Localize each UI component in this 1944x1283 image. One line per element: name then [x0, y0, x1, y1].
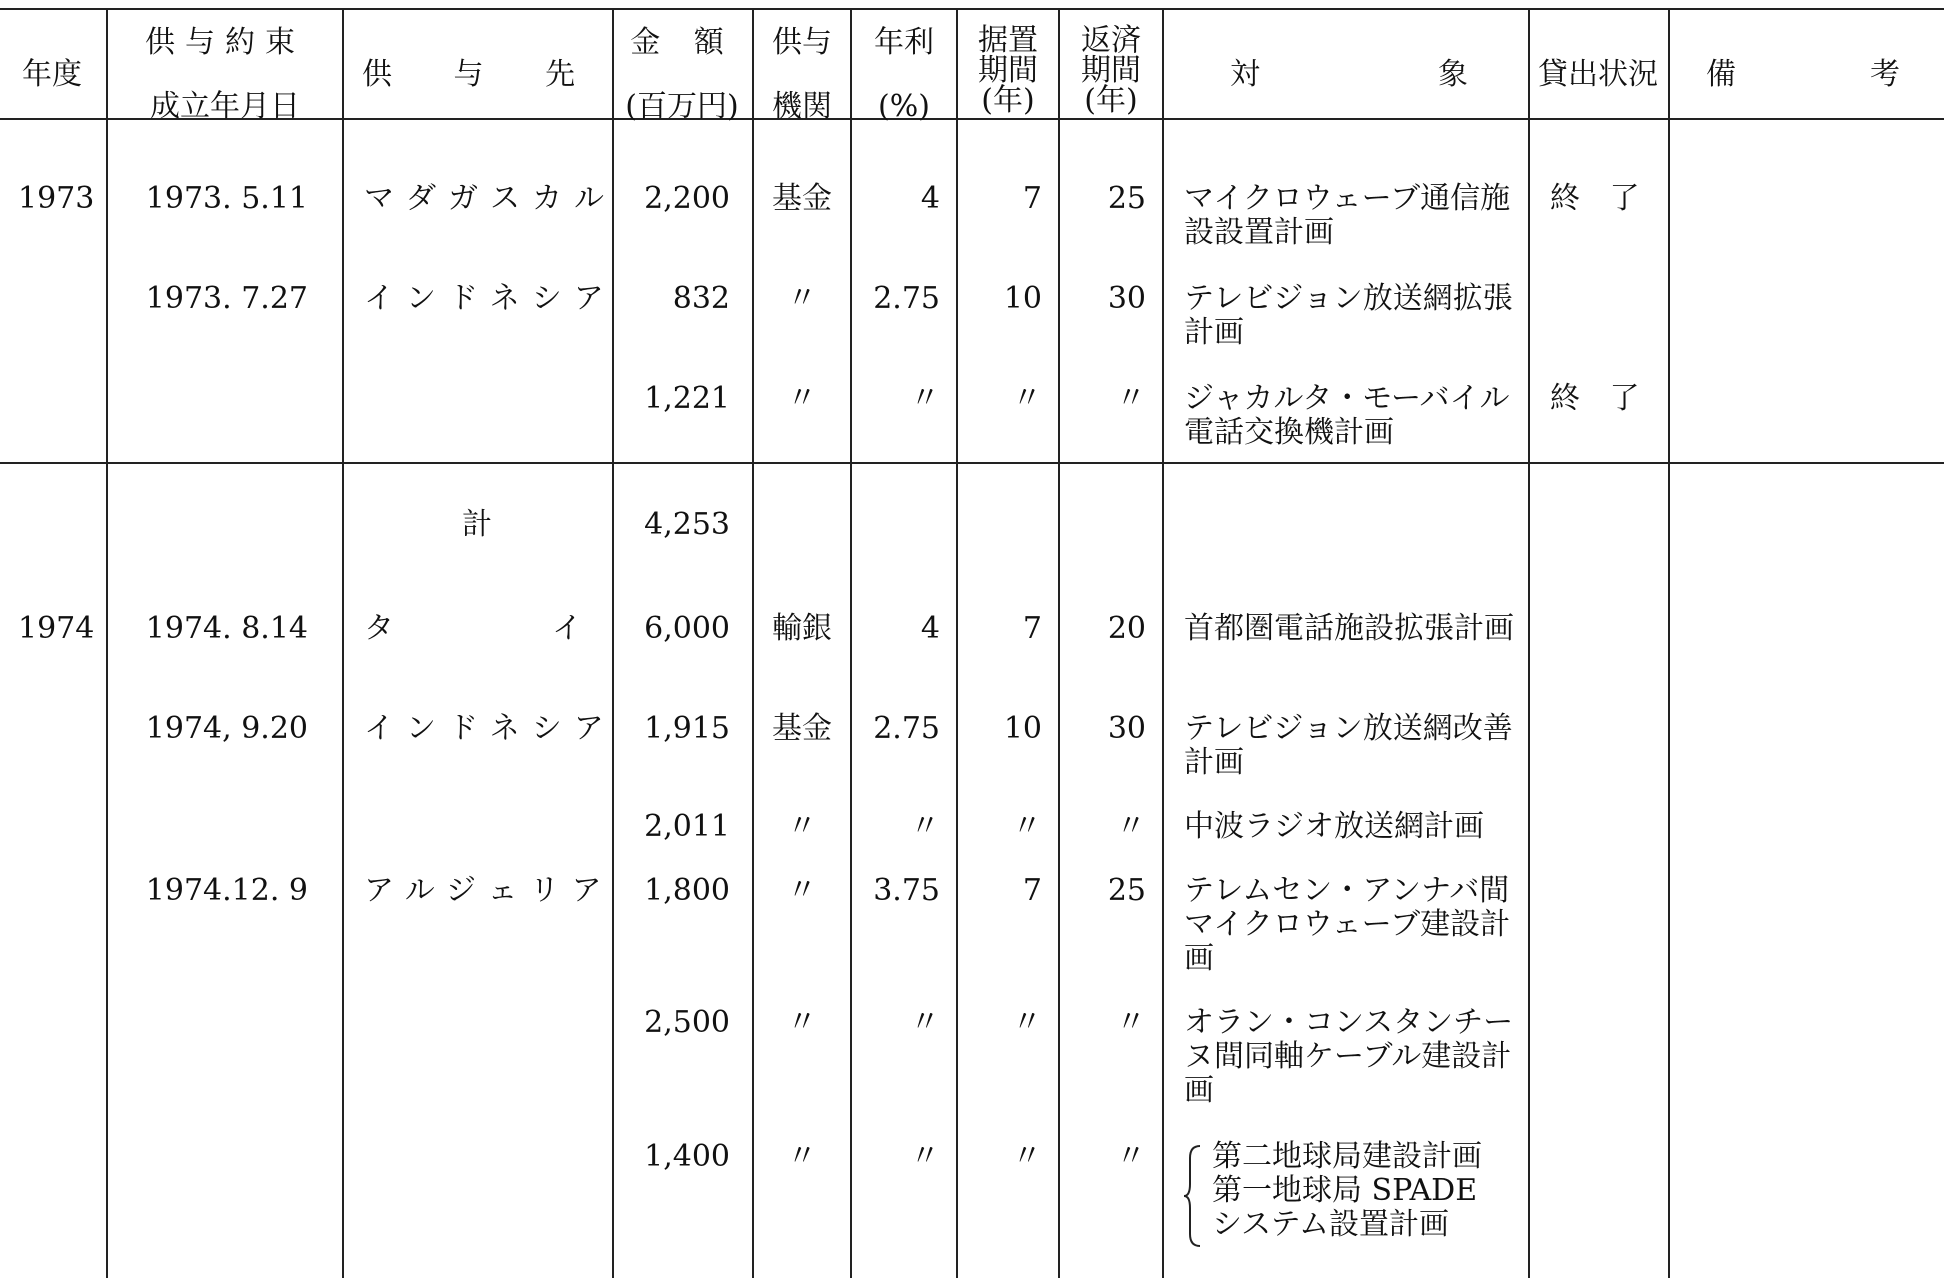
- year-divider-rule: [0, 462, 1944, 464]
- cell-amount: 1,221: [644, 381, 730, 416]
- cell-agency: 〃: [787, 381, 817, 416]
- cell-year: 1973: [18, 181, 95, 216]
- cell-target-line3: システム設置計画: [1212, 1207, 1449, 1242]
- header-remarks-a: 備: [1706, 57, 1736, 92]
- cell-rate: 4: [920, 611, 940, 646]
- col-divider: [850, 8, 852, 1278]
- cell-repay: 30: [1107, 281, 1146, 316]
- cell-repay: 〃: [1116, 1005, 1146, 1040]
- cell-repay: 25: [1107, 873, 1146, 908]
- cell-total-label: 計: [462, 507, 492, 542]
- cell-agency: 基金: [772, 181, 832, 216]
- cell-date: 1973. 5.11: [145, 181, 308, 216]
- cell-grace: 7: [1022, 611, 1042, 646]
- cell-target: 首都圏電話施設拡張計画: [1184, 611, 1514, 646]
- col-divider: [752, 8, 754, 1278]
- cell-recipient: マダガスカル: [364, 181, 616, 216]
- cell-amount: 2,011: [644, 809, 730, 844]
- cell-rate: 〃: [910, 1005, 940, 1040]
- header-agency-line1: 供与: [772, 25, 832, 60]
- header-target-b: 象: [1438, 57, 1468, 92]
- col-divider: [1668, 8, 1670, 1278]
- cell-grace: 〃: [1012, 809, 1042, 844]
- cell-date: 1974.12. 9: [145, 873, 308, 908]
- cell-target-line2: 第一地球局 SPADE: [1212, 1173, 1478, 1208]
- header-repay-line2: 期間: [1081, 53, 1141, 88]
- cell-target: テレビジョン放送網拡張計画: [1184, 281, 1513, 350]
- header-rate-line2: (%): [878, 89, 930, 124]
- cell-status: 終 了: [1550, 381, 1650, 416]
- header-amount-line1: 金 額: [630, 25, 736, 60]
- cell-amount: 6,000: [644, 611, 730, 646]
- cell-amount: 832: [672, 281, 730, 316]
- cell-status: 終 了: [1550, 181, 1650, 216]
- cell-target: ジャカルタ・モーバイル電話交換機計画: [1184, 381, 1510, 450]
- cell-amount: 1,800: [644, 873, 730, 908]
- cell-recipient: タ: [364, 611, 394, 646]
- cell-rate: 〃: [910, 809, 940, 844]
- cell-target-line1: 第二地球局建設計画: [1212, 1139, 1482, 1174]
- cell-grace: 〃: [1012, 1139, 1042, 1174]
- header-grace-line3: (年): [981, 83, 1035, 118]
- header-repay-line3: (年): [1084, 83, 1138, 118]
- cell-rate: 〃: [910, 381, 940, 416]
- cell-grace: 7: [1022, 181, 1042, 216]
- cell-target: マイクロウェーブ通信施設設置計画: [1184, 181, 1511, 250]
- cell-repay: 25: [1107, 181, 1146, 216]
- col-divider: [956, 8, 958, 1278]
- col-divider: [1058, 8, 1060, 1278]
- cell-amount: 2,200: [644, 181, 730, 216]
- header-grace-line2: 期間: [978, 53, 1038, 88]
- cell-repay: 〃: [1116, 809, 1146, 844]
- cell-repay: 30: [1107, 711, 1146, 746]
- header-status: 貸出状況: [1538, 57, 1658, 92]
- header-date-line1: 供与約束: [145, 25, 305, 60]
- cell-agency: 〃: [787, 809, 817, 844]
- header-agency-line2: 機関: [772, 89, 832, 124]
- cell-recipient: アルジェリア: [364, 873, 614, 908]
- header-remarks-b: 考: [1870, 57, 1900, 92]
- cell-date: 1973. 7.27: [145, 281, 308, 316]
- cell-target: 中波ラジオ放送網計画: [1184, 809, 1484, 844]
- header-date-line2: 成立年月日: [150, 89, 300, 124]
- col-divider: [106, 8, 108, 1278]
- cell-recipient: インドネシア: [364, 281, 616, 316]
- cell-amount: 1,400: [644, 1139, 730, 1174]
- cell-agency: 輸銀: [772, 611, 832, 646]
- cell-rate: 4: [920, 181, 940, 216]
- col-divider: [1528, 8, 1530, 1278]
- cell-repay: 20: [1107, 611, 1146, 646]
- header-target-a: 対: [1230, 57, 1260, 92]
- cell-repay: 〃: [1116, 381, 1146, 416]
- col-divider: [342, 8, 344, 1278]
- cell-rate: 3.75: [873, 873, 940, 908]
- cell-rate: 2.75: [873, 281, 940, 316]
- cell-target: テレビジョン放送網改善計画: [1184, 711, 1513, 780]
- cell-agency: 〃: [787, 873, 817, 908]
- cell-grace: 〃: [1012, 1005, 1042, 1040]
- header-year: 年度: [22, 57, 82, 92]
- cell-date: 1974, 9.20: [145, 711, 308, 746]
- cell-target: テレムセン・アンナバ間マイクロウェーブ建設計画: [1184, 873, 1511, 976]
- cell-grace: 10: [1003, 711, 1042, 746]
- cell-rate: 〃: [910, 1139, 940, 1174]
- cell-target: オラン・コンスタンチーヌ間同軸ケーブル建設計画: [1184, 1005, 1514, 1108]
- cell-recipient: イ: [552, 611, 582, 646]
- cell-amount: 4,253: [644, 507, 730, 542]
- cell-agency: 〃: [787, 1005, 817, 1040]
- cell-amount: 2,500: [644, 1005, 730, 1040]
- cell-agency: 基金: [772, 711, 832, 746]
- cell-rate: 2.75: [873, 711, 940, 746]
- left-brace-icon: [1182, 1144, 1204, 1248]
- header-recipient: 供 与 先: [362, 57, 602, 92]
- header-rate-line1: 年利: [874, 25, 934, 60]
- cell-grace: 10: [1003, 281, 1042, 316]
- cell-repay: 〃: [1116, 1139, 1146, 1174]
- header-amount-line2: (百万円): [625, 89, 739, 124]
- cell-date: 1974. 8.14: [145, 611, 308, 646]
- cell-amount: 1,915: [644, 711, 730, 746]
- col-divider: [1162, 8, 1164, 1278]
- cell-recipient: インドネシア: [364, 711, 616, 746]
- header-repay-line1: 返済: [1081, 23, 1141, 58]
- cell-grace: 〃: [1012, 381, 1042, 416]
- cell-agency: 〃: [787, 281, 817, 316]
- cell-agency: 〃: [787, 1139, 817, 1174]
- table-top-rule: [0, 8, 1944, 10]
- cell-year: 1974: [18, 611, 95, 646]
- cell-grace: 7: [1022, 873, 1042, 908]
- header-grace-line1: 据置: [978, 23, 1038, 58]
